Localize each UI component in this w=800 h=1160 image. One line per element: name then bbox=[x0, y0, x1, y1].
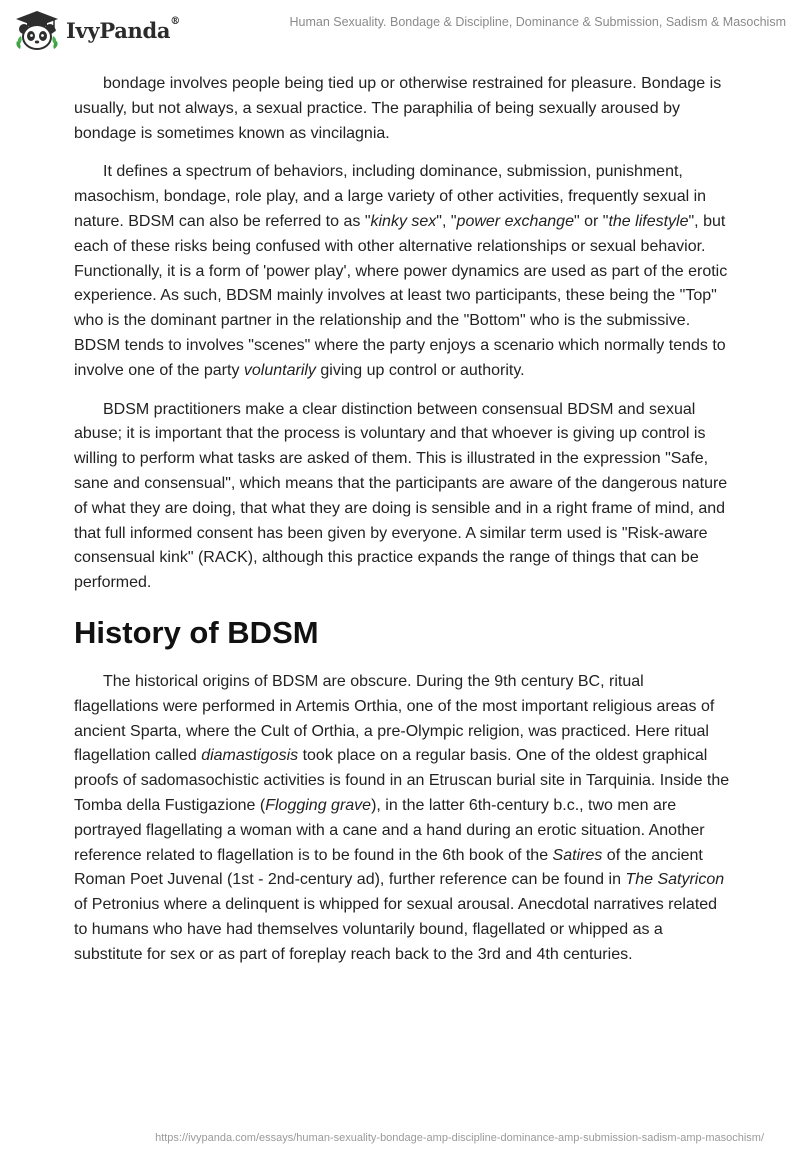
source-url[interactable]: https://ivypanda.com/essays/human-sexuality-bondage-amp-discipline-dominance-amp-submission-sadism-amp-masochism/ bbox=[155, 1132, 764, 1144]
essay-content bbox=[74, 72, 730, 982]
panda-graduate-icon bbox=[14, 9, 60, 51]
section-heading-history: History of BDSM bbox=[74, 614, 319, 650]
ivypanda-logo[interactable] bbox=[14, 9, 180, 51]
paragraph-history: The historical origins of BDSM are obscure. During the 9th century BC, ritual flagellations were performed in Artemis Orthia, one of the most important religious areas of ancient Sparta, where the Cult of Orthia, a pre-Olympic religion, was practiced. Here ritual flagellation called diamastigosis took place on a regular basis. One of the oldest graphical proofs of sadomasochistic activities is found in an Etruscan burial site in Tarquinia. Inside the Tomba della Fustigazione (Flogging grave), in the latter 6th-century b.c., two men are portrayed flagellating a woman with a cane and a hand during an erotic situation. Another reference related to flagellation is to be found in the 6th book of the Satires of the ancient Roman Poet Juvenal (1st - 2nd-century ad), further reference can be found in The Satyricon of Petronius where a delinquent is whipped for sexual arousal. Anecdotal narratives related to humans who have had themselves voluntarily bound, flagellated or whipped as a substitute for sex or as part of foreplay reach back to the 3rd and 4th centuries. bbox=[74, 672, 730, 963]
paragraph-consent: BDSM practitioners make a clear distinction between consensual BDSM and sexual abuse; it is important that the process is voluntary and that whoever is giving up control is willing to perform what tasks are asked of them. This is illustrated in the expression "Safe, sane and consensual", which means that the participants are aware of the dangerous nature of what they are doing, that what they are doing is sensible and in a right frame of mind, and that full informed consent has been given by everyone. A similar term used is "Risk-aware consensual kink" (RACK), although this practice expands the range of things that can be performed. bbox=[74, 400, 728, 592]
document-title: Human Sexuality. Bondage & Discipline, Dominance & Submission, Sadism & Masochism bbox=[289, 15, 786, 29]
paragraph-bondage: bondage involves people being tied up or otherwise restrained for pleasure. Bondage is usually, but not always, a sexual practice. The paraphilia of being sexually aroused by bondage is sometimes known as vincilagnia. bbox=[74, 75, 722, 142]
paragraph-bdsm-definition: It defines a spectrum of behaviors, including dominance, submission, punishment, masochism, bondage, role play, and a large variety of other activities, frequently sexual in nature. BDSM can also be referred to as "kinky sex", "power exchange" or "the lifestyle", but each of these risks being confused with other alternative relationships or sexual behavior. Functionally, it is a form of 'power play', where power dynamics are used as part of the erotic experience. As such, BDSM mainly involves at least two participants, these being the "Top" who is the dominant partner in the relationship and the "Bottom" who is the submissive. BDSM tends to involves "scenes" where the party enjoys a scenario which normally tends to involve one of the party voluntarily giving up control or authority. bbox=[74, 163, 728, 379]
logo-wordmark: IvyPanda® bbox=[66, 15, 180, 43]
page-header bbox=[0, 0, 800, 60]
